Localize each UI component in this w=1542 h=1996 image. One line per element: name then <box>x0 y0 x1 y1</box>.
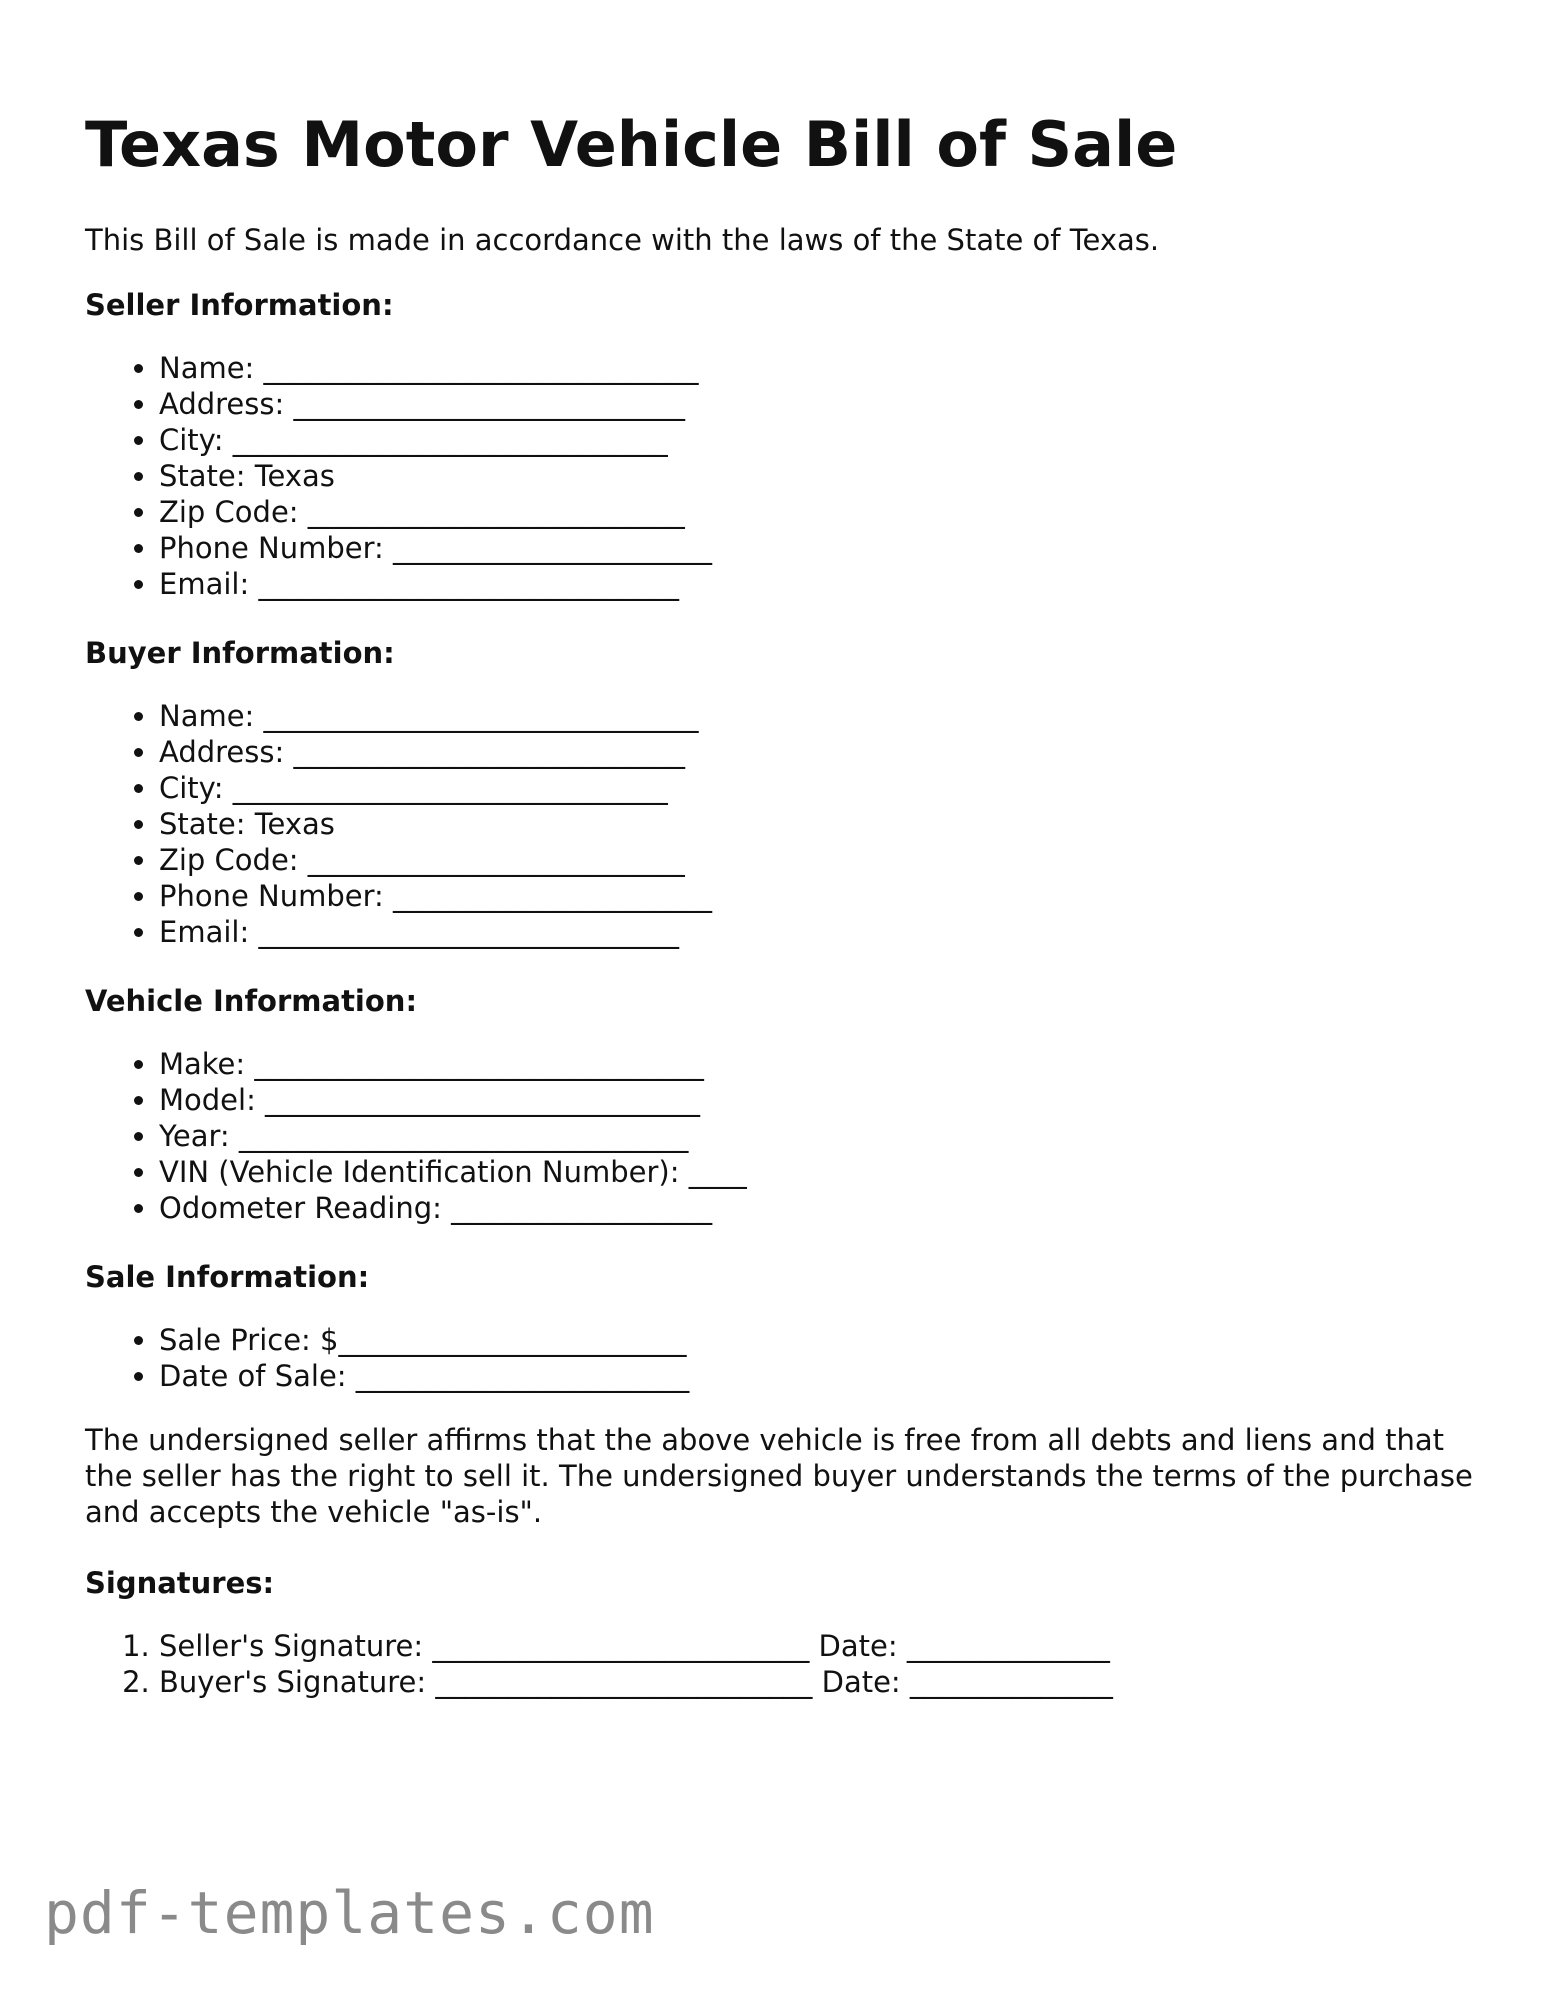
seller-email-field: • Email: _____________________________ <box>159 566 712 602</box>
document-title: Texas Motor Vehicle Bill of Sale <box>85 108 1178 181</box>
buyer-email-field: • Email: _____________________________ <box>159 914 712 950</box>
vehicle-year-field: • Year: _______________________________ <box>159 1118 747 1154</box>
vehicle-vin-field: • VIN (Vehicle Identification Number): ____ <box>159 1154 747 1190</box>
seller-address-field: • Address: ___________________________ <box>159 386 712 422</box>
sale-date-field: • Date of Sale: _______________________ <box>159 1358 689 1394</box>
seller-fields-list <box>85 350 712 602</box>
intro-paragraph: This Bill of Sale is made in accordance with the laws of the State of Texas. <box>85 223 1160 257</box>
signatures-list <box>85 1628 1113 1700</box>
buyer-phone-field: • Phone Number: ______________________ <box>159 878 712 914</box>
vehicle-model-field: • Model: ______________________________ <box>159 1082 747 1118</box>
vehicle-make-field: • Make: _______________________________ <box>159 1046 747 1082</box>
vehicle-fields-list <box>85 1046 747 1226</box>
buyer-zip-field: • Zip Code: __________________________ <box>159 842 712 878</box>
buyer-name-field: • Name: ______________________________ <box>159 698 712 734</box>
affirmation-statement: The undersigned seller affirms that the above vehicle is free from all debts and liens and that the seller has the right to sell it. The undersigned buyer understands the terms of the purchase and accepts the vehicle "as-is". <box>85 1423 1473 1529</box>
signatures-section-heading: Signatures: <box>85 1566 275 1600</box>
seller-name-field: • Name: ______________________________ <box>159 350 712 386</box>
buyer-address-field: • Address: ___________________________ <box>159 734 712 770</box>
vehicle-odometer-field: • Odometer Reading: __________________ <box>159 1190 747 1226</box>
buyer-city-field: • City: ______________________________ <box>159 770 712 806</box>
seller-state-field: • State: Texas <box>159 458 712 494</box>
buyer-signature-line: 2. Buyer's Signature: __________________________ Date: ______________ <box>159 1664 1113 1700</box>
buyer-state-field: • State: Texas <box>159 806 712 842</box>
sale-section-heading: Sale Information: <box>85 1260 370 1294</box>
seller-section-heading: Seller Information: <box>85 288 394 322</box>
watermark: pdf-templates.com <box>44 1879 655 1947</box>
buyer-fields-list <box>85 698 712 950</box>
seller-phone-field: • Phone Number: ______________________ <box>159 530 712 566</box>
seller-signature-line: 1. Seller's Signature: __________________________ Date: ______________ <box>159 1628 1113 1664</box>
vehicle-section-heading: Vehicle Information: <box>85 984 418 1018</box>
seller-zip-field: • Zip Code: __________________________ <box>159 494 712 530</box>
buyer-section-heading: Buyer Information: <box>85 636 395 670</box>
sale-fields-list <box>85 1322 689 1394</box>
seller-city-field: • City: ______________________________ <box>159 422 712 458</box>
sale-price-field: • Sale Price: $________________________ <box>159 1322 689 1358</box>
